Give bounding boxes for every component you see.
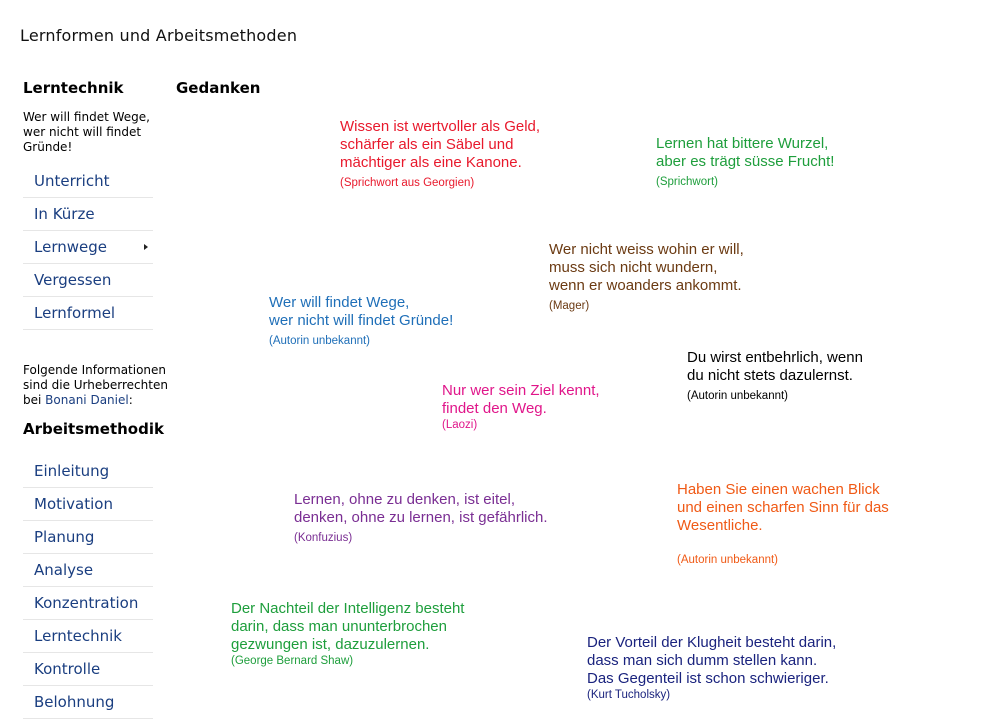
quote-block [677, 481, 889, 567]
sidebar-item-lerntechnik[interactable] [23, 620, 153, 653]
quote-text: Lernen, ohne zu denken, ist eitel, denken, ohne zu lernen, ist gefährlich. [294, 491, 548, 526]
quote-source: (Sprichwort aus Georgien) [340, 177, 475, 189]
sidebar-item-label: Einleitung [34, 462, 110, 480]
sidebar-item-label: Lernwege [34, 238, 107, 256]
author-link[interactable]: Bonani Daniel [45, 393, 129, 407]
sidebar-item-konzentration[interactable] [23, 587, 153, 620]
sidebar-item-label: Konzentration [34, 594, 139, 612]
quote-text: Du wirst entbehrlich, wenn du nicht stets dazulernst. [687, 349, 863, 384]
copyright-suffix: : [128, 393, 133, 407]
quote-text: Haben Sie einen wachen Blick und einen scharfen Sinn für das Wesentliche. [677, 481, 889, 534]
sidebar-item-motivation[interactable] [23, 488, 153, 521]
quote-block [587, 634, 836, 702]
quote-block [656, 135, 834, 189]
sidebar-item-kontrolle[interactable] [23, 653, 153, 686]
sidebar-item-lernformel[interactable] [23, 297, 153, 330]
sidebar-quote: Wer will findet Wege, wer nicht will findet Gründe! [23, 110, 150, 154]
quote-source: (Sprichwort) [656, 176, 718, 188]
sidebar-nav-lerntechnik [23, 165, 153, 330]
quote-text: Lernen hat bittere Wurzel, aber es trägt süsse Frucht! [656, 135, 835, 170]
quote-text: Der Vorteil der Klugheit besteht darin, dass man sich dumm stellen kann. Das Gegenteil ist schon schwieriger. [587, 634, 837, 687]
sidebar-heading-arbeitsmethodik: Arbeitsmethodik [23, 420, 164, 438]
quote-source: (Autorin unbekannt) [687, 390, 789, 402]
quote-block [231, 600, 464, 668]
quote-source: (Mager) [549, 300, 590, 312]
site-title: Lernformen und Arbeitsmethoden [20, 26, 298, 45]
sidebar-item-belohnung[interactable] [23, 686, 153, 719]
sidebar-item-lernwege[interactable] [23, 231, 153, 264]
sidebar-item-label: In Kürze [34, 205, 95, 223]
sidebar-item-unterricht[interactable] [23, 165, 153, 198]
quote-source: (Autorin unbekannt) [677, 554, 779, 566]
submenu-arrow-icon [144, 244, 148, 250]
sidebar-item-label: Kontrolle [34, 660, 101, 678]
sidebar-item-label: Planung [34, 528, 95, 546]
main-heading: Gedanken [176, 79, 261, 97]
quote-text: Der Nachteil der Intelligenz besteht darin, dass man ununterbrochen gezwungen ist, dazuzulernen. [231, 600, 465, 653]
quote-block [549, 241, 744, 313]
sidebar-heading-lerntechnik: Lerntechnik [23, 79, 124, 97]
sidebar-item-label: Belohnung [34, 693, 115, 711]
copyright-text: Folgende Informationen sind die Urheberrechten bei [23, 363, 168, 407]
sidebar [23, 78, 173, 719]
quote-block [340, 118, 540, 190]
quote-source: (Autorin unbekannt) [269, 335, 371, 347]
sidebar-item-label: Motivation [34, 495, 113, 513]
sidebar-item-label: Vergessen [34, 271, 112, 289]
quote-source: (George Bernard Shaw) [231, 655, 354, 667]
quote-text: Wer nicht weiss wohin er will, muss sich nicht wundern, wenn er woanders ankommt. [549, 241, 744, 294]
sidebar-item-in-kuerze[interactable] [23, 198, 153, 231]
quote-text: Wissen ist wertvoller als Geld, schärfer als ein Säbel und mächtiger als eine Kanone. [340, 118, 541, 171]
quote-block [687, 349, 863, 403]
quote-text: Wer will findet Wege, wer nicht will findet Gründe! [269, 294, 454, 329]
quote-block [269, 294, 453, 348]
sidebar-item-vergessen[interactable] [23, 264, 153, 297]
sidebar-item-planung[interactable] [23, 521, 153, 554]
sidebar-item-analyse[interactable] [23, 554, 153, 587]
sidebar-item-label: Analyse [34, 561, 94, 579]
sidebar-item-label: Lerntechnik [34, 627, 122, 645]
quote-source: (Laozi) [442, 419, 478, 431]
quote-text: Nur wer sein Ziel kennt, findet den Weg. [442, 382, 600, 417]
sidebar-item-label: Unterricht [34, 172, 110, 190]
quote-block [442, 382, 600, 432]
quote-block [294, 491, 548, 545]
quote-source: (Kurt Tucholsky) [587, 689, 671, 701]
sidebar-nav-arbeitsmethodik [23, 455, 153, 719]
copyright-info [23, 363, 168, 408]
sidebar-item-label: Lernformel [34, 304, 116, 322]
quote-source: (Konfuzius) [294, 532, 353, 544]
sidebar-item-einleitung[interactable] [23, 455, 153, 488]
